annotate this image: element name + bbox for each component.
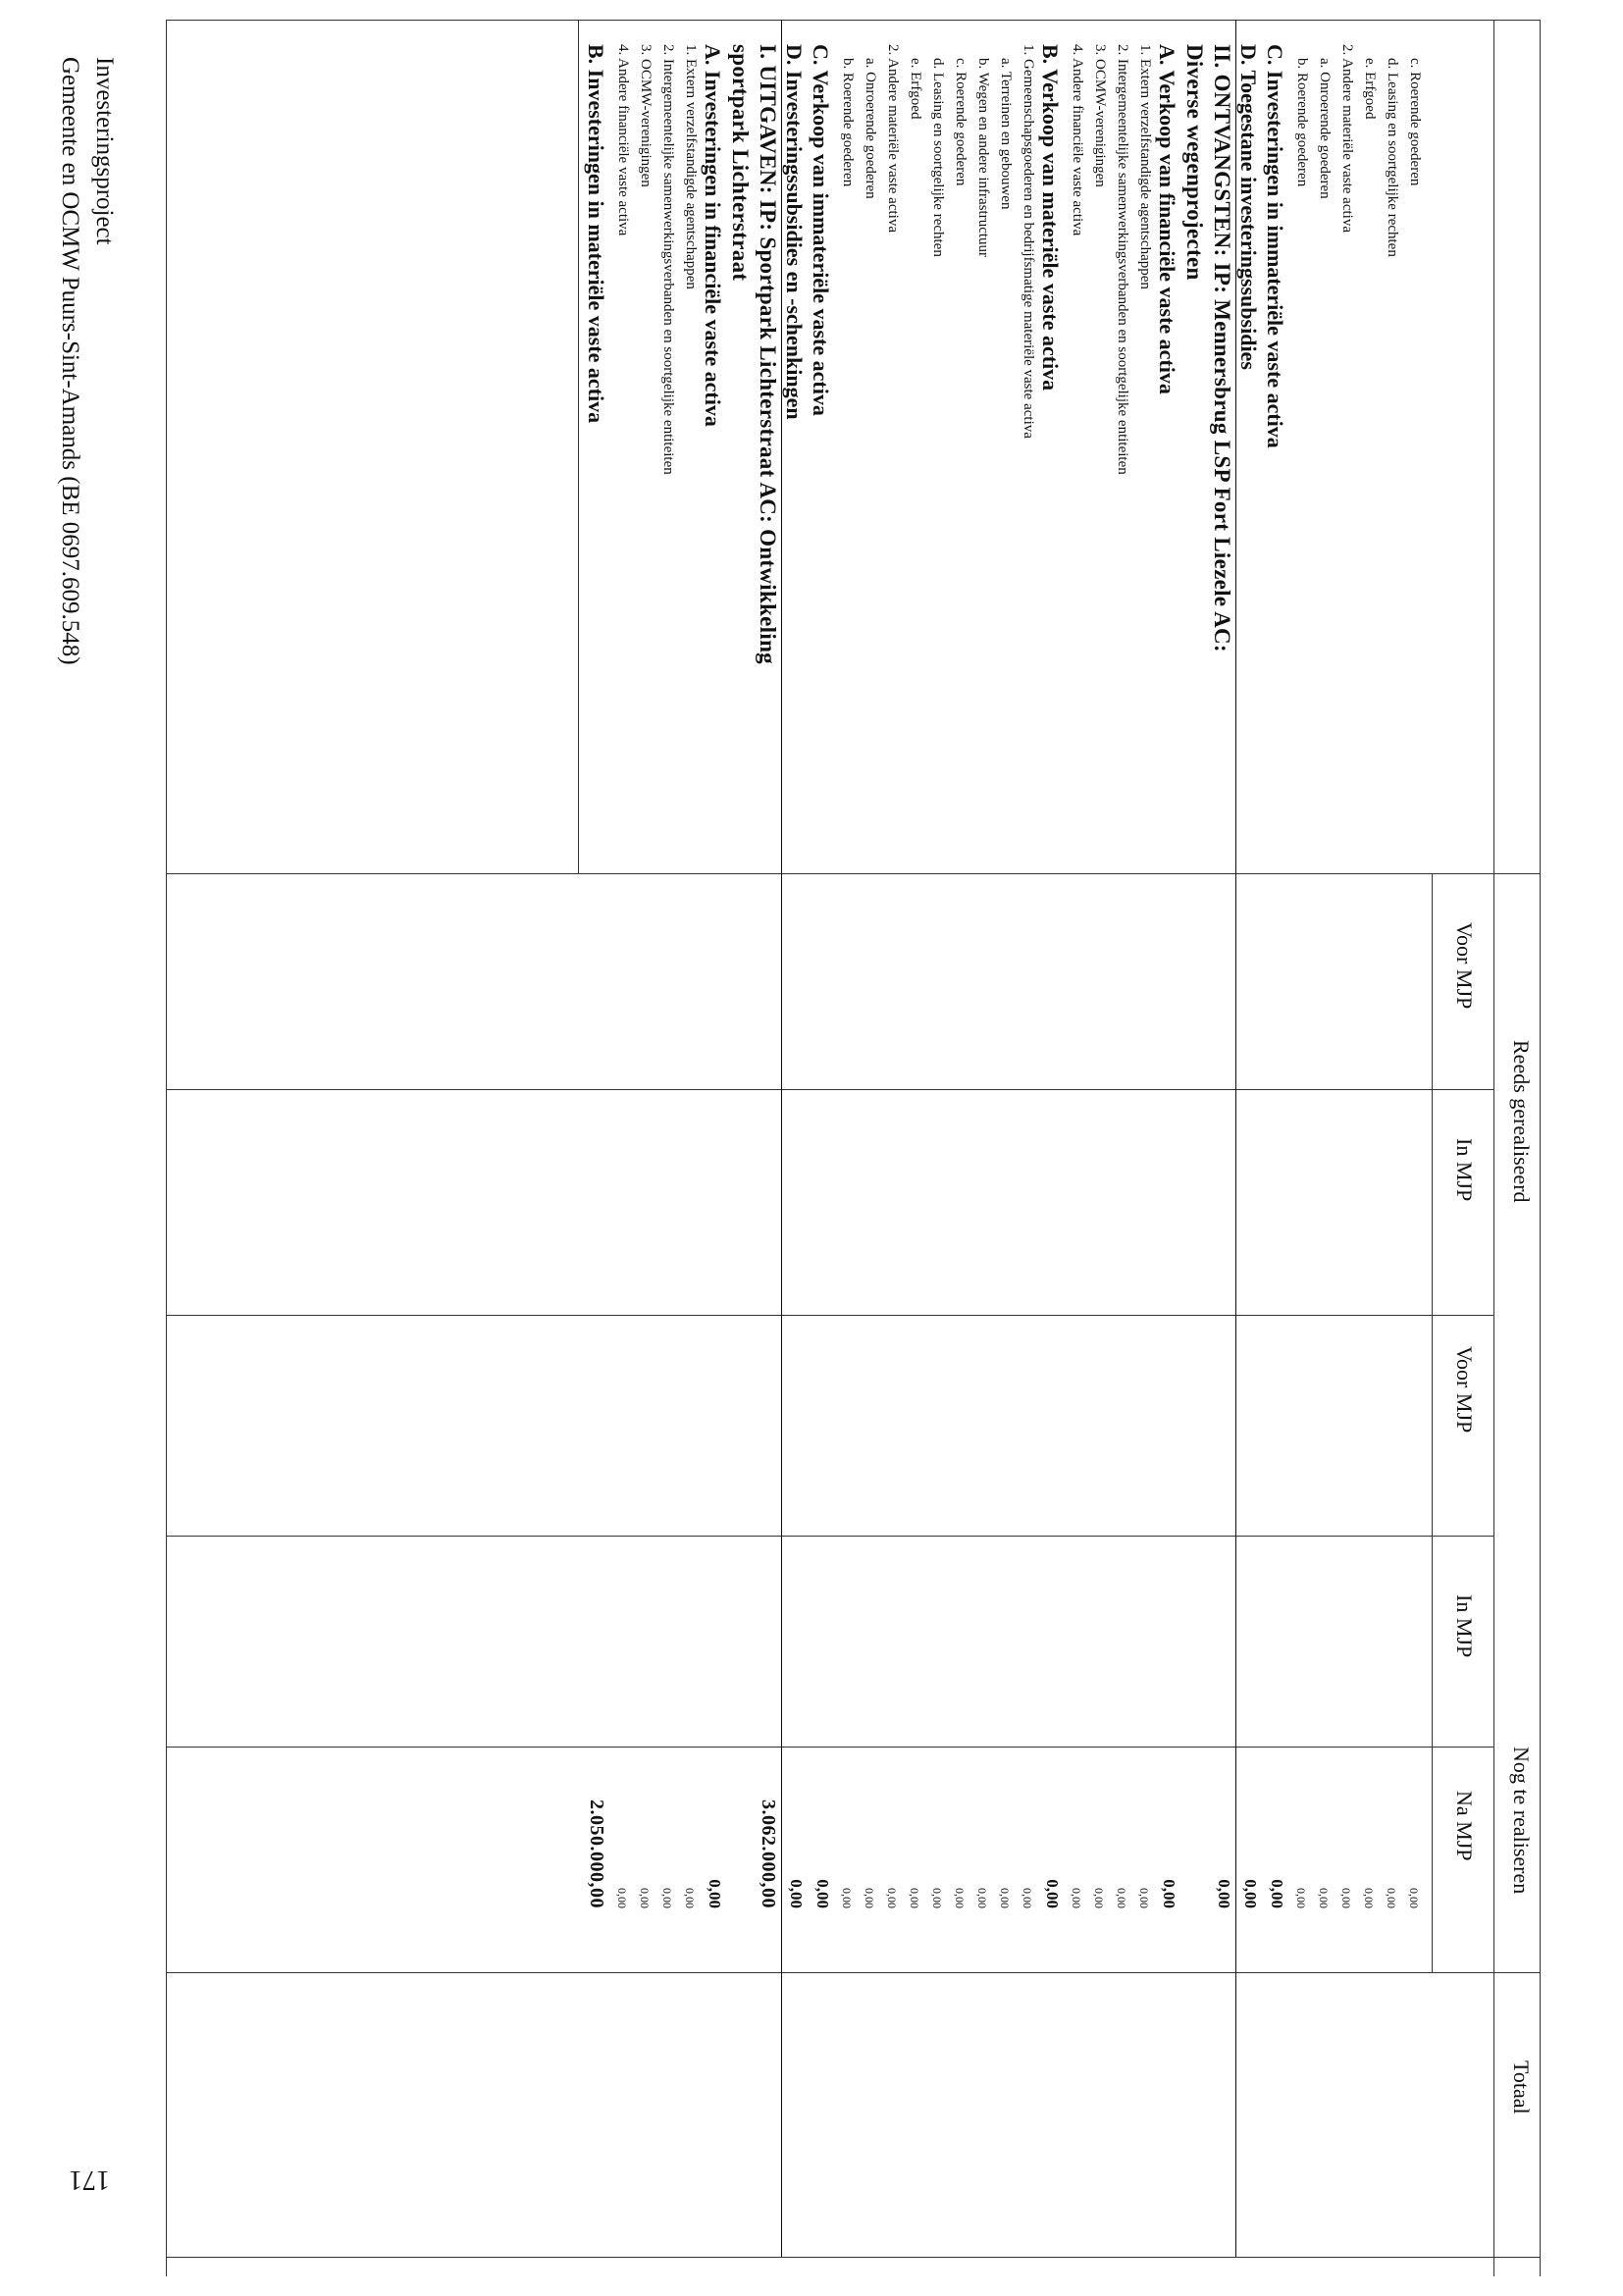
row-label: d. Leasing en soortgelijke rechten [1385, 58, 1400, 257]
row-label: 4. Andere financiële vaste activa [1070, 44, 1085, 236]
row-label: sportpark Lichterstraat [728, 44, 753, 282]
row-value-in-mjp: 3.062.000,00 [758, 1800, 779, 1908]
table-row [1378, 20, 1400, 2276]
row-value-in-mjp: 0,00 [638, 1888, 652, 1908]
row-label: 1. Extern verzelfstandigde agentschappen [1137, 44, 1153, 289]
table-row [946, 20, 969, 2276]
header-voor-mjp-1: Voor MJP [1452, 922, 1477, 1010]
row-value-in-mjp: 0,00 [1160, 1879, 1178, 1908]
header-in-mjp-1: In MJP [1452, 1138, 1477, 1202]
table-row [582, 20, 608, 2276]
row-value-in-mjp: 2.050.000,00 [586, 1800, 607, 1908]
row-label: 2. Andere materiële vaste activa [885, 44, 901, 233]
row-value-in-mjp: 0,00 [1215, 1879, 1233, 1908]
row-value-in-mjp: 0,00 [787, 1879, 806, 1908]
row-label: II. ONTVANGSTEN: IP: Mennersbrug LSP Fort Liezele AC: [1210, 44, 1234, 652]
table-row [1014, 20, 1036, 2276]
row-value-in-mjp: 0,00 [1021, 1888, 1034, 1908]
row-label: e. Erfgoed [1362, 58, 1378, 120]
table-row [1153, 20, 1179, 2276]
rotated-page [157, 20, 1550, 2276]
row-value-in-mjp: 0,00 [953, 1888, 967, 1908]
row-label: a. Terreinen en gebouwen [998, 58, 1014, 210]
row-label: 1. Gemeenschapsgoederen en bedrijfsmatige materiële vaste activa [1021, 44, 1036, 439]
table-row [878, 20, 901, 2276]
table-row [1207, 20, 1234, 2276]
table-row [1085, 20, 1108, 2276]
row-label: e. Erfgoed [908, 58, 923, 120]
table-row [1400, 20, 1423, 2276]
table-row [1108, 20, 1130, 2276]
row-value-in-mjp: 0,00 [1407, 1888, 1421, 1908]
row-label: c. Roerende goederen [953, 58, 969, 186]
table-row [1036, 20, 1063, 2276]
row-label: B. Investeringen in materiële vaste activa [584, 44, 608, 424]
row-value-in-mjp: 0,00 [706, 1879, 724, 1908]
row-value-in-mjp: 0,00 [1115, 1888, 1128, 1908]
row-label: D. Toegestane investeringssubsidies [1236, 44, 1261, 370]
row-value-in-mjp: 0,00 [1268, 1879, 1286, 1908]
row-label: Diverse wegenprojecten [1182, 44, 1207, 281]
footer-organisation: Gemeente en OCMW Puurs-Sint-Amands (BE 0697.609.548) [57, 57, 83, 665]
header-na-mjp: Na MJP [1452, 1791, 1477, 1861]
row-label: 2. Intergemeentelijke samenwerkingsverbanden en soortgelijke entiteiten [660, 44, 676, 475]
table-row [676, 20, 699, 2276]
table-row [969, 20, 991, 2276]
table-row [1355, 20, 1378, 2276]
table-row [901, 20, 923, 2276]
row-label: I. UITGAVEN: IP: Sportpark Lichterstraat AC: Ontwikkeling [756, 44, 780, 664]
row-value-in-mjp: 0,00 [1385, 1888, 1398, 1908]
table-row [1130, 20, 1153, 2276]
table-row [631, 20, 654, 2276]
row-value-in-mjp: 0,00 [1362, 1888, 1376, 1908]
table-row [856, 20, 878, 2276]
grid-line [166, 20, 167, 2276]
table-row [833, 20, 856, 2276]
row-label: 2. Andere materiële vaste activa [1339, 44, 1355, 233]
grid-line [1493, 20, 1494, 2276]
row-value-in-mjp: 0,00 [885, 1888, 899, 1908]
header-nog-te-realiseren: Nog te realiseren [1509, 1747, 1534, 1895]
header-in-mjp-2: In MJP [1452, 1594, 1477, 1658]
table-row [1179, 20, 1207, 2276]
row-label: B. Verkoop van materiële vaste activa [1038, 44, 1063, 391]
row-label: 4. Andere financiële vaste activa [615, 44, 631, 236]
row-label: 1. Extern verzelfstandigde agentschappen [683, 44, 699, 289]
row-value-in-mjp: 0,00 [840, 1888, 854, 1908]
table-row [753, 20, 780, 2276]
table-row [780, 20, 807, 2276]
table-row [991, 20, 1014, 2276]
row-value-in-mjp: 0,00 [1137, 1888, 1151, 1908]
row-label: A. Verkoop van financiële vaste activa [1155, 44, 1179, 394]
page-number: 171 [69, 2165, 110, 2195]
table-row [1287, 20, 1310, 2276]
row-value-in-mjp: 0,00 [1043, 1879, 1062, 1908]
grid-line [1540, 20, 1541, 2276]
row-value-in-mjp: 0,00 [1070, 1888, 1083, 1908]
table-row [608, 20, 631, 2276]
row-value-in-mjp: 0,00 [615, 1888, 629, 1908]
header-voor-mjp-2: Voor MJP [1452, 1346, 1477, 1434]
row-value-in-mjp: 0,00 [1294, 1888, 1308, 1908]
row-value-in-mjp: 0,00 [683, 1888, 697, 1908]
row-label: A. Investeringen in financiële vaste activa [701, 44, 725, 427]
table-row [699, 20, 725, 2276]
footer-project: Investeringsproject [91, 57, 118, 245]
row-value-in-mjp: 0,00 [930, 1888, 944, 1908]
header-reeds-gerealiseerd: Reeds gerealiseerd [1509, 1040, 1534, 1203]
row-label: b. Roerende goederen [1294, 58, 1310, 187]
table-row [807, 20, 833, 2276]
row-value-in-mjp: 0,00 [1317, 1888, 1331, 1908]
row-value-in-mjp: 0,00 [908, 1888, 921, 1908]
row-label: a. Onroerende goederen [1317, 58, 1333, 199]
table-row [725, 20, 753, 2276]
row-label: C. Investeringen in immateriële vaste activa [1263, 44, 1287, 448]
row-label: c. Roerende goederen [1407, 58, 1423, 186]
table-row [1310, 20, 1333, 2276]
row-label: b. Wegen en andere infrastructuur [975, 58, 991, 258]
row-label: 3. OCMW-verenigingen [638, 44, 654, 187]
row-value-in-mjp: 0,00 [1241, 1879, 1260, 1908]
table-row [1333, 20, 1355, 2276]
table-row [1234, 20, 1261, 2276]
table-row [1063, 20, 1085, 2276]
table-row [923, 20, 946, 2276]
row-value-in-mjp: 0,00 [1339, 1888, 1353, 1908]
row-label: D. Investeringssubsidies en -schenkingen [782, 44, 807, 420]
row-label: 2. Intergemeentelijke samenwerkingsverbanden en soortgelijke entiteiten [1115, 44, 1130, 475]
row-label: C. Verkoop van immateriële vaste activa [809, 44, 833, 416]
grid-line [1432, 873, 1433, 1972]
header-totaal: Totaal [1509, 2061, 1534, 2114]
row-value-in-mjp: 0,00 [863, 1888, 876, 1908]
row-value-in-mjp: 0,00 [1092, 1888, 1106, 1908]
table-row [654, 20, 676, 2276]
row-label: b. Roerende goederen [840, 58, 856, 187]
row-label: a. Onroerende goederen [863, 58, 878, 199]
row-value-in-mjp: 0,00 [660, 1888, 674, 1908]
row-label: d. Leasing en soortgelijke rechten [930, 58, 946, 257]
table-row [1261, 20, 1287, 2276]
grid-line [578, 20, 579, 873]
row-value-in-mjp: 0,00 [813, 1879, 832, 1908]
row-label: 3. OCMW-verenigingen [1092, 44, 1108, 187]
row-value-in-mjp: 0,00 [998, 1888, 1012, 1908]
row-value-in-mjp: 0,00 [975, 1888, 989, 1908]
